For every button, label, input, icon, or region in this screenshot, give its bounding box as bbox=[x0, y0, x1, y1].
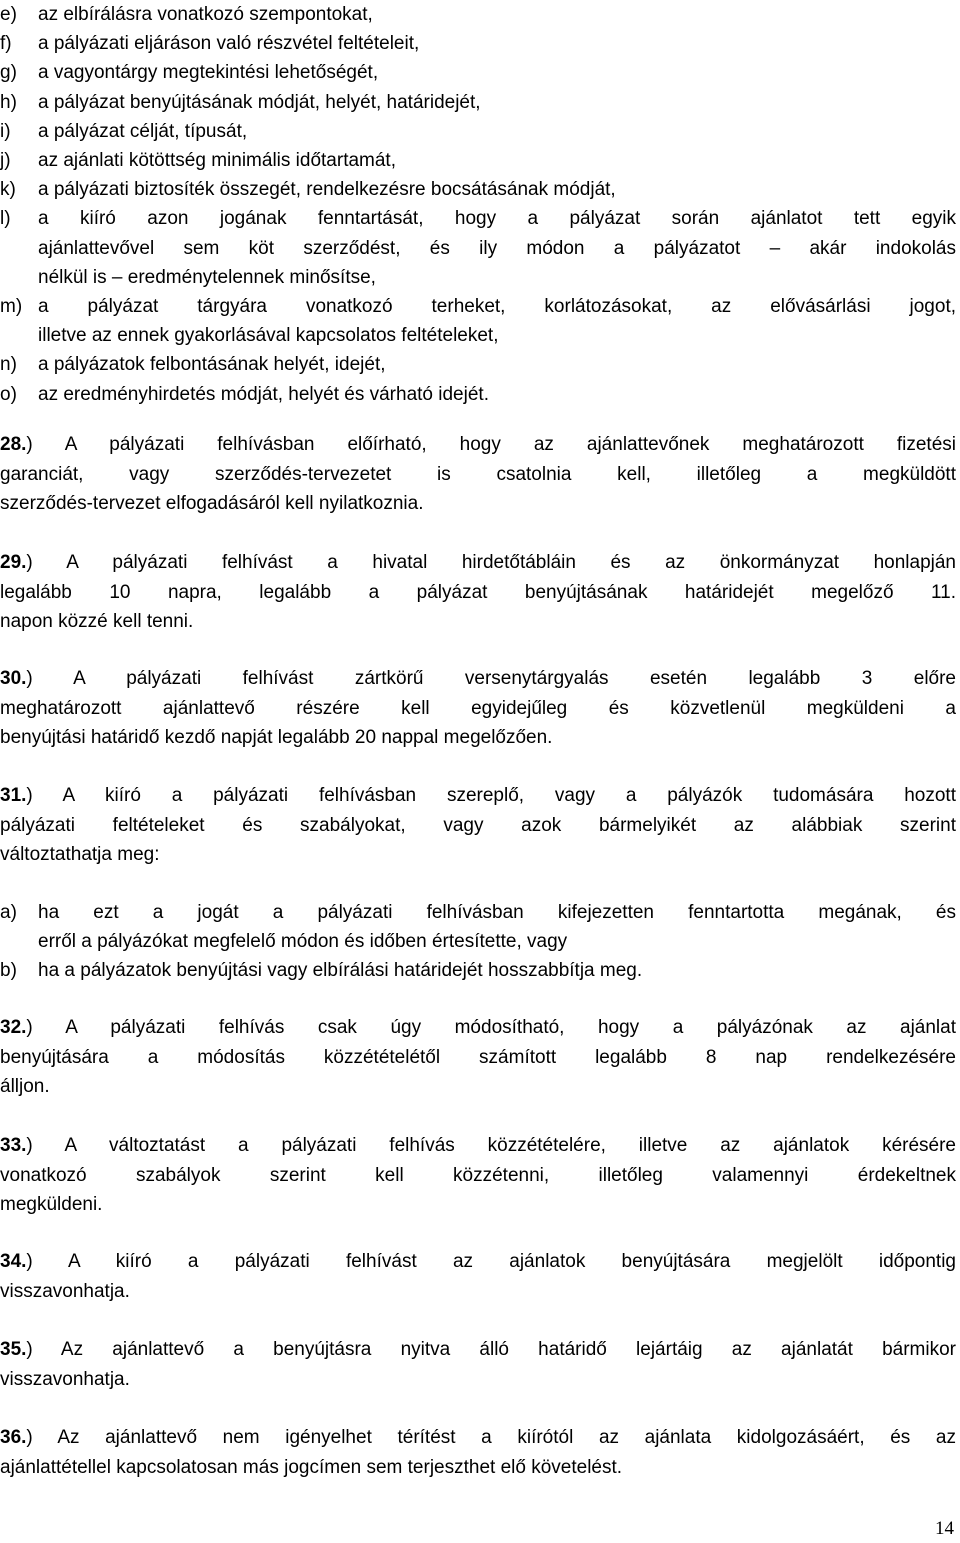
list-item-label: l) bbox=[0, 208, 11, 230]
paragraph-line: 36.) Az ajánlattevő nem igényelhet térítést a kiírótól az ajánlata kidolgozásáért, és az bbox=[0, 1427, 956, 1448]
paragraph-line: változtathatja meg: bbox=[0, 844, 160, 865]
paragraph-number: 31. bbox=[0, 785, 27, 806]
list-item-label: f) bbox=[0, 33, 12, 55]
list-item-text: ha a pályázatok benyújtási vagy elbírálási határidejét hosszabbítja meg. bbox=[38, 960, 643, 982]
paragraph-line: visszavonhatja. bbox=[0, 1368, 130, 1390]
paragraph-number: 34. bbox=[0, 1251, 27, 1272]
list-item-label: e) bbox=[0, 4, 17, 25]
list-item-line bbox=[0, 263, 956, 292]
list-item-line bbox=[0, 234, 956, 263]
list-item-text: ha ezt a jogát a pályázati felhívásban kifejezetten fenntartotta megának, és bbox=[38, 902, 956, 923]
list-item-text: ajánlattevővel sem köt szerződést, és ily módon a pályázatot – akár indokolás bbox=[38, 237, 956, 259]
paragraph-line: 28.) A pályázati felhívásban előírható, hogy az ajánlattevőnek meghatározott fizetési bbox=[0, 434, 956, 455]
list-item-line bbox=[0, 204, 956, 233]
paragraph-line: vonatkozó szabályok szerint kell közzétenni, illetőleg valamennyi érdekeltnek bbox=[0, 1164, 956, 1186]
list-item-text: a pályázat benyújtásának módját, helyét, határidejét, bbox=[38, 91, 481, 113]
list-item-label: g) bbox=[0, 62, 17, 84]
paragraph-line: pályázati feltételeket és szabályokat, vagy azok bármelyikét az alábbiak szerint bbox=[0, 814, 956, 836]
paragraph-31 bbox=[0, 781, 956, 870]
list-item-line bbox=[0, 898, 956, 927]
paragraph-number: 32. bbox=[0, 1017, 27, 1038]
list-item-line bbox=[0, 29, 956, 58]
list-item-line bbox=[0, 175, 956, 204]
list-item-text: a vagyontárgy megtekintési lehetőségét, bbox=[38, 62, 379, 84]
paragraph-number: 29. bbox=[0, 552, 27, 573]
paragraph-line: 32.) A pályázati felhívás csak úgy módosítható, hogy a pályázónak az ajánlat bbox=[0, 1017, 956, 1038]
list-item-text: illetve az ennek gyakorlásával kapcsolatos feltételeket, bbox=[38, 325, 499, 347]
paragraph-line: ajánlattétellel kapcsolatosan más jogcímen sem terjeszthet elő követelést. bbox=[0, 1456, 623, 1478]
paragraph-number: 33. bbox=[0, 1135, 27, 1156]
paragraph-number: 35. bbox=[0, 1339, 27, 1360]
list-item-text: az elbírálásra vonatkozó szempontokat, bbox=[38, 4, 373, 25]
list-item-line bbox=[0, 117, 956, 146]
paragraph-line: benyújtási határidő kezdő napját legalább 20 nappal megelőzően. bbox=[0, 727, 553, 748]
list-item-text: a pályázatok felbontásának helyét, idejét, bbox=[38, 354, 386, 376]
list-item-text: az eredményhirdetés módját, helyét és várható idejét. bbox=[38, 383, 489, 405]
list-item-text: a pályázati biztosíték összegét, rendelkezésre bocsátásának módját, bbox=[38, 179, 616, 201]
list-item-label: n) bbox=[0, 354, 17, 376]
list-item-text: a pályázati eljáráson való részvétel feltételeit, bbox=[38, 33, 420, 55]
list-item-text: erről a pályázókat megfelelő módon és időben értesítette, vagy bbox=[38, 931, 568, 953]
paragraph-29 bbox=[0, 548, 956, 637]
paragraph-number: 28. bbox=[0, 434, 27, 455]
page-number: 14 bbox=[935, 1518, 954, 1539]
list-item-label: b) bbox=[0, 960, 17, 982]
list-item-text: az ajánlati kötöttség minimális időtartamát, bbox=[38, 150, 396, 171]
paragraph-number: 30. bbox=[0, 668, 27, 689]
paragraph-line: meghatározott ajánlattevő részére kell egyidejűleg és közvetlenül megküldeni a bbox=[0, 697, 956, 719]
paragraph-line: 30.) A pályázati felhívást zártkörű versenytárgyalás esetén legalább 3 előre bbox=[0, 668, 956, 689]
list-item-label: i) bbox=[0, 120, 11, 142]
paragraph-36 bbox=[0, 1423, 956, 1482]
list-item-label: j) bbox=[0, 150, 11, 171]
list-item-line bbox=[0, 88, 956, 117]
paragraph-line: 31.) A kiíró a pályázati felhívásban szereplő, vagy a pályázók tudomására hozott bbox=[0, 785, 956, 806]
list-item-line bbox=[0, 321, 956, 350]
list-item-line bbox=[0, 292, 956, 321]
paragraph-line: benyújtására a módosítás közzétételétől számított legalább 8 nap rendelkezésére bbox=[0, 1046, 956, 1068]
paragraph-33 bbox=[0, 1131, 956, 1220]
list-item-text: a pályázat tárgyára vonatkozó terheket, korlátozásokat, az elővásárlási jogot, bbox=[38, 296, 956, 317]
paragraph-line: visszavonhatja. bbox=[0, 1280, 130, 1302]
paragraph-number: 36. bbox=[0, 1427, 27, 1448]
list-item-label: a) bbox=[0, 902, 17, 923]
list-item-label: k) bbox=[0, 179, 16, 201]
list-item-line bbox=[0, 927, 956, 956]
paragraph-line: megküldeni. bbox=[0, 1194, 103, 1215]
list-item-line bbox=[0, 0, 956, 29]
paragraph-35 bbox=[0, 1335, 956, 1394]
paragraph-34 bbox=[0, 1247, 956, 1306]
paragraph-line: álljon. bbox=[0, 1076, 50, 1097]
paragraph-32 bbox=[0, 1013, 956, 1102]
paragraph-line: 35.) Az ajánlattevő a benyújtásra nyitva álló határidő lejártáig az ajánlatát bármikor bbox=[0, 1339, 956, 1360]
paragraph-line: 29.) A pályázati felhívást a hivatal hirdetőtábláin és az önkormányzat honlapján bbox=[0, 552, 956, 573]
list-item-text: nélkül is – eredménytelennek minősítse, bbox=[38, 266, 376, 288]
list-item-line bbox=[0, 350, 956, 379]
paragraph-line: 33.) A változtatást a pályázati felhívás közzétételére, illetve az ajánlatok kérésére bbox=[0, 1135, 956, 1156]
paragraph-line: napon közzé kell tenni. bbox=[0, 611, 194, 632]
list-item-text: a pályázat célját, típusát, bbox=[38, 120, 248, 142]
list-item-label: m) bbox=[0, 296, 23, 317]
paragraph-line: legalább 10 napra, legalább a pályázat benyújtásának határidejét megelőző 11. bbox=[0, 581, 956, 603]
paragraph-line: garanciát, vagy szerződés-tervezetet is csatolnia kell, illetőleg a megküldött bbox=[0, 463, 956, 485]
paragraph-line: szerződés-tervezet elfogadásáról kell nyilatkoznia. bbox=[0, 493, 424, 514]
list-item-line bbox=[0, 956, 956, 985]
list-item-line bbox=[0, 58, 956, 87]
paragraph-30 bbox=[0, 664, 956, 753]
list-item-label: o) bbox=[0, 383, 17, 405]
list-item-line bbox=[0, 146, 956, 175]
paragraph-28 bbox=[0, 430, 956, 519]
list-item-label: h) bbox=[0, 91, 17, 113]
list-item-text: a kiíró azon jogának fenntartását, hogy a pályázat során ajánlatot tett egyik bbox=[38, 208, 956, 230]
paragraph-line: 34.) A kiíró a pályázati felhívást az ajánlatok benyújtására megjelölt időpontig bbox=[0, 1251, 956, 1272]
list-item-line bbox=[0, 380, 956, 409]
